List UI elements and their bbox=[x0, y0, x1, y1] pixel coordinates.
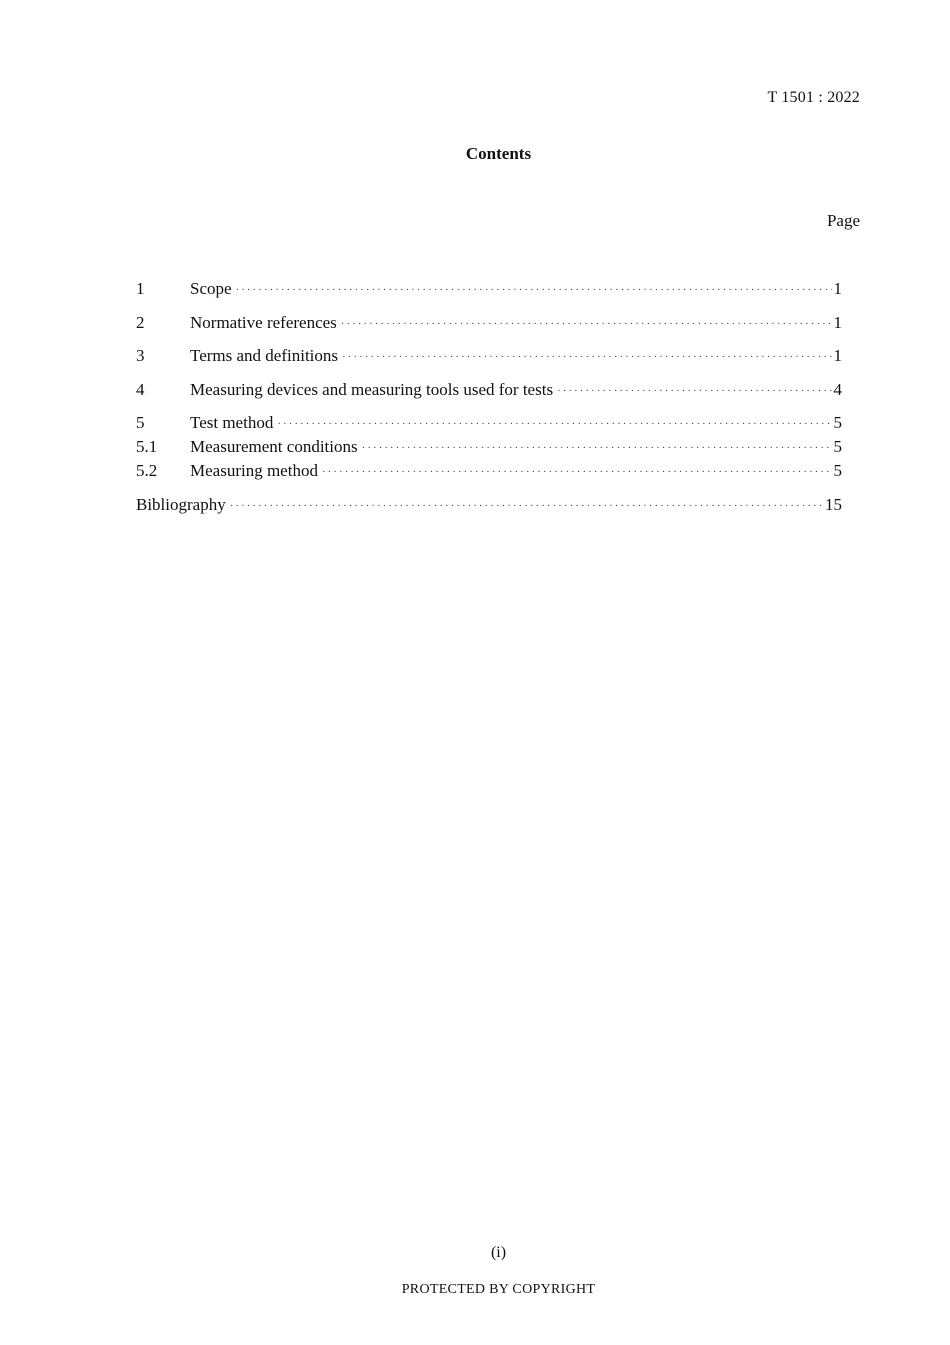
toc-entry-measuring-devices[interactable] bbox=[136, 378, 842, 402]
toc-entry-measurement-conditions[interactable] bbox=[136, 435, 842, 459]
toc-dot-leader bbox=[322, 460, 832, 484]
toc-dot-leader bbox=[341, 312, 832, 336]
toc-entry-page: 1 bbox=[833, 279, 842, 298]
toc-entry-number: 5.2 bbox=[136, 461, 158, 480]
toc-dot-leader bbox=[557, 379, 831, 403]
copyright-notice: PROTECTED BY COPYRIGHT bbox=[401, 1282, 596, 1297]
toc-entry-title: Measuring method bbox=[190, 461, 318, 480]
toc-dot-leader bbox=[362, 436, 832, 460]
toc-entry-title: Normative references bbox=[190, 312, 337, 332]
toc-entry-test-method[interactable] bbox=[136, 411, 842, 435]
toc-entry-scope[interactable] bbox=[136, 277, 842, 301]
toc-entry-page: 5 bbox=[833, 413, 842, 432]
document-code: T 1501 : 2022 bbox=[767, 89, 860, 106]
contents-title: Contents bbox=[465, 144, 532, 163]
toc-entry-terms-and-definitions[interactable] bbox=[136, 344, 842, 368]
toc-entry-normative-references[interactable] bbox=[136, 311, 842, 335]
toc-entry-title: Bibliography bbox=[136, 494, 226, 514]
page-column-label: Page bbox=[826, 211, 860, 230]
toc-entry-title: Terms and definitions bbox=[190, 346, 339, 365]
toc-entry-number: 1 bbox=[136, 279, 145, 298]
toc-entry-page: 5 bbox=[833, 437, 842, 456]
toc-entry-number: 3 bbox=[136, 346, 145, 365]
toc-entry-page: 5 bbox=[833, 461, 842, 480]
toc-entry-title: Scope bbox=[190, 279, 232, 298]
toc-entry-number: 2 bbox=[136, 312, 145, 332]
toc-entry-page: 4 bbox=[833, 379, 842, 399]
toc-entry-page: 1 bbox=[833, 312, 842, 332]
toc-entry-bibliography[interactable] bbox=[136, 493, 842, 517]
toc-entry-page: 15 bbox=[825, 494, 842, 514]
toc-entry-title: Measurement conditions bbox=[190, 437, 358, 456]
table-of-contents bbox=[136, 277, 842, 517]
toc-dot-leader bbox=[277, 412, 831, 436]
toc-entry-measuring-method[interactable] bbox=[136, 459, 842, 483]
toc-entry-page: 1 bbox=[833, 346, 842, 365]
toc-dot-leader bbox=[230, 494, 823, 518]
toc-dot-leader bbox=[342, 345, 831, 369]
toc-dot-leader bbox=[236, 278, 832, 302]
footer-page-number: (i) bbox=[490, 1244, 507, 1261]
toc-entry-title: Measuring devices and measuring tools used for tests bbox=[190, 379, 554, 399]
toc-entry-title: Test method bbox=[190, 413, 274, 432]
toc-entry-number: 5.1 bbox=[136, 437, 158, 456]
toc-entry-number: 5 bbox=[136, 413, 145, 432]
toc-entry-number: 4 bbox=[136, 379, 145, 399]
